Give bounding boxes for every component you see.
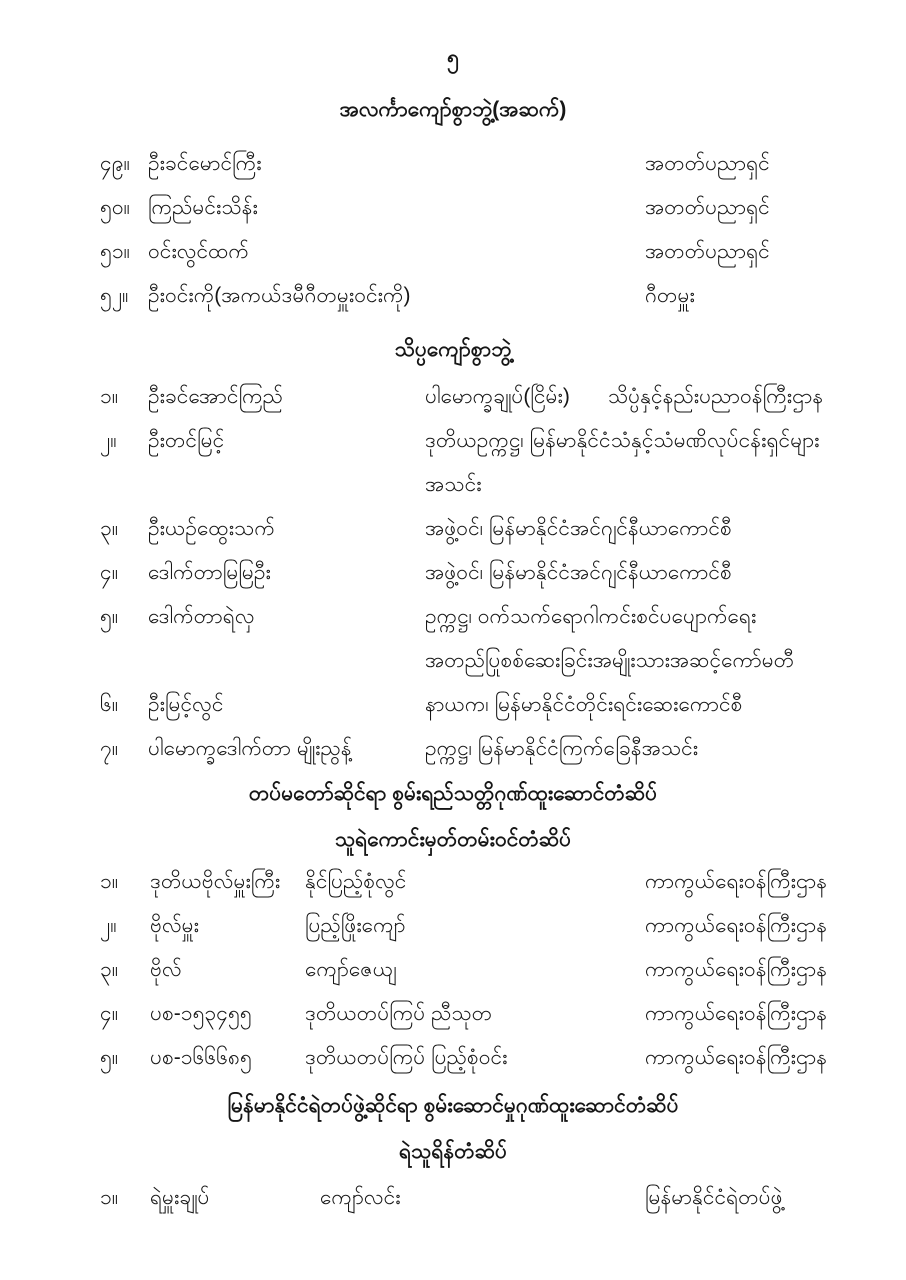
- row-number: ၂။: [100, 914, 117, 937]
- position-description: [425, 515, 890, 559]
- position-description: [425, 735, 890, 779]
- table-row: [0, 956, 906, 1000]
- table-row: [0, 559, 906, 603]
- position-line: ဥက္ကဋ္ဌ၊ ဝက်သက်ရောဂါကင်းစင်ပပျောက်ရေး: [425, 605, 757, 628]
- table-row: [0, 282, 906, 326]
- section-title-military-medal: တပ်မတော်ဆိုင်ရာ စွမ်းရည်သတ္တိဂုဏ်ထူးဆောင်တံဆိပ်: [248, 782, 658, 805]
- police-recipient-list: [0, 1184, 906, 1228]
- award-title: အတတ်ပညာရှင်: [645, 152, 770, 175]
- theippa-recipient-list: [0, 383, 906, 779]
- department: ကာကွယ်ရေးဝန်ကြီးဌာန: [645, 958, 828, 981]
- table-row: [0, 1184, 906, 1228]
- department: မြန်မာနိုင်ငံရဲတပ်ဖွဲ့: [645, 1186, 783, 1209]
- page-number: ၅: [447, 46, 459, 69]
- position-description: [425, 603, 890, 691]
- table-row: [0, 427, 906, 515]
- department: ကာကွယ်ရေးဝန်ကြီးဌာန: [645, 914, 828, 937]
- table-row: [0, 1000, 906, 1044]
- rank: ဗိုလ်: [150, 958, 182, 981]
- section-subtitle-hero-record-medal: သူရဲကောင်းမှတ်တမ်းဝင်တံဆိပ်: [334, 828, 572, 851]
- position-line: ဒုတိယဥက္ကဋ္ဌ၊ မြန်မာနိုင်ငံသံနှင့်သံမဏိလုပ်ငန်းရှင်များ: [425, 429, 820, 452]
- table-row: [0, 515, 906, 559]
- rank: ရဲမှူးချုပ်: [150, 1186, 210, 1209]
- section-title-theippa-kyawswa: သိပ္ပကျော်စွာဘွဲ့: [394, 338, 512, 361]
- row-number: ၄။: [100, 1002, 119, 1025]
- table-row: [0, 691, 906, 735]
- rank: ပစ-၁၅၃၄၅၅: [150, 1002, 252, 1025]
- recipient-name: ဦးခင်အောင်ကြည်: [148, 385, 283, 408]
- recipient-name: ဦးခင်မောင်ကြီး: [148, 152, 262, 175]
- recipient-name: ဦးဝင်းကို(အကယ်ဒမီဂီတမှူးဝင်းကို): [148, 284, 411, 307]
- table-row: [0, 150, 906, 194]
- position-description: [425, 383, 890, 427]
- rank: ပစ-၁၆၆၆၈၅: [150, 1046, 252, 1069]
- position-line: အသင်း: [425, 473, 482, 496]
- row-number: ၄။: [100, 561, 119, 584]
- position-line: အဖွဲ့ဝင်၊ မြန်မာနိုင်ငံအင်ဂျင်နီယာကောင်စီ: [425, 517, 732, 540]
- row-number: ၅၀။: [100, 196, 130, 219]
- position-description: [425, 427, 890, 515]
- recipient-name: ဦးယဉ်ထွေးသက်: [148, 517, 275, 540]
- section-title-police-medal: မြန်မာနိုင်ငံရဲတပ်ဖွဲ့ဆိုင်ရာ စွမ်းဆောင်မှုဂုဏ်ထူးဆောင်တံဆိပ်: [227, 1094, 679, 1117]
- department: ကာကွယ်ရေးဝန်ကြီးဌာန: [645, 870, 828, 893]
- table-row: [0, 912, 906, 956]
- position-part: ပါမောက္ခချုပ်(ငြိမ်း): [425, 385, 570, 408]
- recipient-name: ဝင်းလွင်ထက်: [148, 240, 249, 263]
- recipient-name: ဒုတိယတပ်ကြပ် ညီသုတ: [305, 1002, 493, 1025]
- recipient-name: ပြည့်ဖြိုးကျော်: [305, 914, 406, 937]
- table-row: [0, 383, 906, 427]
- row-number: ၅။: [100, 605, 119, 628]
- recipient-name: ပါမောက္ခဒေါက်တာ မျိုးညွန့်: [148, 737, 352, 760]
- position-line: နာယက၊ မြန်မာနိုင်ငံတိုင်းရင်းဆေးကောင်စီ: [425, 693, 743, 716]
- department: ကာကွယ်ရေးဝန်ကြီးဌာန: [645, 1002, 828, 1025]
- military-recipient-list: [0, 868, 906, 1088]
- recipient-name: ဒုတိယတပ်ကြပ် ပြည့်စုံဝင်း: [305, 1046, 508, 1069]
- row-number: ၆။: [100, 693, 119, 716]
- table-row: [0, 238, 906, 282]
- recipient-name: ဦးမြင့်လွင်: [148, 693, 224, 716]
- department: ကာကွယ်ရေးဝန်ကြီးဌာန: [645, 1046, 828, 1069]
- recipient-name: ကြည်မင်းသိန်း: [148, 196, 258, 219]
- rank: ဗိုလ်မှူး: [150, 914, 200, 937]
- row-number: ၂။: [100, 429, 117, 452]
- position-line: အတည်ပြုစစ်ဆေးခြင်းအမျိုးသားအဆင့်ကော်မတီ: [425, 649, 795, 672]
- table-row: [0, 735, 906, 779]
- position-line: ဥက္ကဋ္ဌ၊ မြန်မာနိုင်ငံကြက်ခြေနီအသင်း: [425, 737, 699, 760]
- section-subtitle-ye-thurein-medal: ရဲသူရိန်တံဆိပ်: [398, 1140, 507, 1163]
- recipient-name: ဒေါက်တာမြမြဦး: [148, 561, 271, 584]
- rank: ဒုတိယဗိုလ်မှူးကြီး: [150, 870, 281, 893]
- position-line: အဖွဲ့ဝင်၊ မြန်မာနိုင်ငံအင်ဂျင်နီယာကောင်စီ: [425, 561, 732, 584]
- position-description: [425, 691, 890, 735]
- recipient-name: ဒေါက်တာရဲလှ: [148, 605, 255, 628]
- row-number: ၃။: [100, 958, 119, 981]
- recipient-name: ကျော်ဇေယျ: [305, 958, 397, 981]
- row-number: ၁။: [100, 1186, 119, 1209]
- row-number: ၇။: [100, 737, 119, 760]
- award-title: ဂီတမှူး: [645, 284, 695, 307]
- recipient-name: ကျော်လင်း: [320, 1186, 401, 1209]
- row-number: ၅၂။: [100, 284, 129, 307]
- section-title-alinka-kyawswa: အလင်္ကာကျော်စွာဘွဲ့(အဆက်): [339, 98, 567, 121]
- position-line: [425, 383, 890, 427]
- row-number: ၄၉။: [100, 152, 130, 175]
- row-number: ၅။: [100, 1046, 119, 1069]
- position-part: သိပ္ပံနှင့်နည်းပညာဝန်ကြီးဌာန: [607, 385, 824, 408]
- row-number: ၃။: [100, 517, 119, 540]
- table-row: [0, 194, 906, 238]
- table-row: [0, 603, 906, 691]
- row-number: ၅၁။: [100, 240, 130, 263]
- recipient-name: ဦးတင်မြင့်: [148, 429, 225, 452]
- recipient-name: နိုင်ပြည့်စုံလွင်: [305, 870, 407, 893]
- row-number: ၁။: [100, 385, 119, 408]
- position-description: [425, 559, 890, 603]
- table-row: [0, 1044, 906, 1088]
- row-number: ၁။: [100, 870, 119, 893]
- award-title: အတတ်ပညာရှင်: [645, 196, 770, 219]
- award-title: အတတ်ပညာရှင်: [645, 240, 770, 263]
- table-row: [0, 868, 906, 912]
- alinka-recipient-list: [0, 150, 906, 326]
